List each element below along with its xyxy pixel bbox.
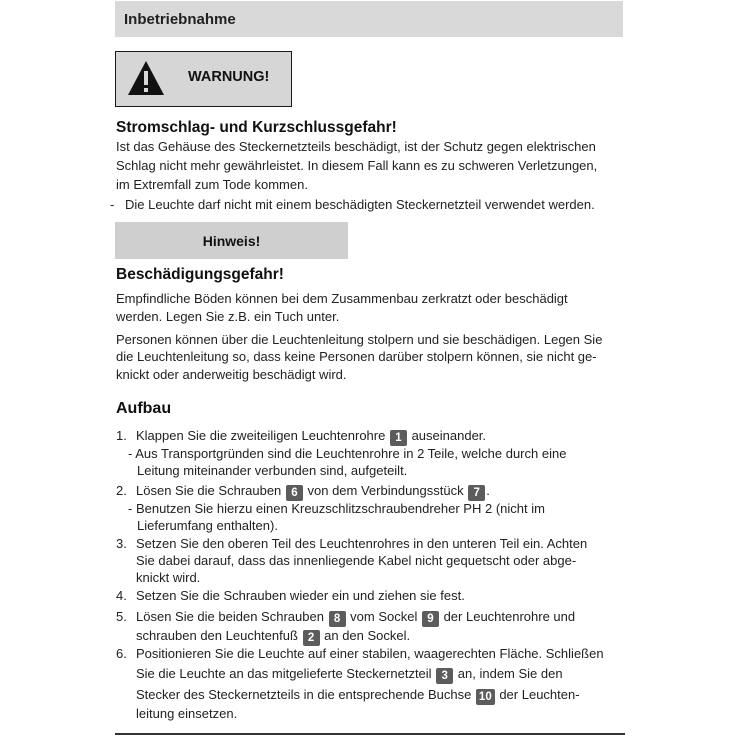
warning-text-line: Schlag nicht mehr gewährleistet. In diesem Fall kann es zu schweren Verletzungen, <box>116 158 598 173</box>
step-text: schrauben den Leuchtenfuß 2 an den Sockel. <box>136 628 411 644</box>
part-number-badge: 7 <box>468 485 485 501</box>
step-number: 1. <box>116 428 127 443</box>
step-subtext: Leitung miteinander verbunden sind, aufgeteilt. <box>137 463 408 478</box>
step-number: 3. <box>116 536 127 551</box>
part-number-badge: 8 <box>329 611 346 627</box>
step-subtext: - Aus Transportgründen sind die Leuchtenrohre in 2 Teile, welche durch eine <box>128 446 567 461</box>
step-number: 4. <box>116 588 127 603</box>
step-text: Lösen Sie die beiden Schrauben 8 vom Sockel 9 der Leuchtenrohre und <box>136 609 576 625</box>
step-text: Setzen Sie den oberen Teil des Leuchtenrohres in den unteren Teil ein. Achten <box>136 536 588 551</box>
aufbau-title: Aufbau <box>116 400 172 417</box>
hint-text-line: knickt oder anderweitig beschädigt wird. <box>116 367 347 382</box>
step-text: leitung einsetzen. <box>136 706 238 721</box>
part-number-badge: 1 <box>390 430 407 446</box>
hint-text-line: die Leuchtenleitung so, dass keine Personen darüber stolpern können, sie nicht ge- <box>116 349 597 364</box>
step-text: Sie dabei darauf, dass das innenliegende Kabel nicht gequetscht oder abge- <box>136 553 577 568</box>
hint-text-line: Empfindliche Böden können bei dem Zusammenbau zerkratzt oder beschädigt <box>116 291 568 306</box>
step-text: Positionieren Sie die Leuchte auf einer stabilen, waagerechten Fläche. Schließen <box>136 646 604 661</box>
step-subtext: - Benutzen Sie hierzu einen Kreuzschlitzschraubendreher PH 2 (nicht im <box>128 501 545 516</box>
warning-heading: Stromschlag- und Kurzschlussgefahr! <box>116 119 397 136</box>
bottom-divider <box>115 733 625 735</box>
part-number-badge: 3 <box>436 668 453 684</box>
warning-text-line: Ist das Gehäuse des Steckernetzteils beschädigt, ist der Schutz gegen elektrischen <box>116 139 596 154</box>
warning-bullet-text: Die Leuchte darf nicht mit einem beschädigten Steckernetzteil verwendet werden. <box>125 197 595 212</box>
step-number: 2. <box>116 483 127 498</box>
step-text: Klappen Sie die zweiteiligen Leuchtenrohre 1 auseinander. <box>136 428 487 444</box>
warning-text-line: im Extremfall zum Tode kommen. <box>116 177 308 192</box>
hint-heading: Beschädigungsgefahr! <box>116 266 284 283</box>
hint-box: Hinweis! <box>115 222 348 259</box>
step-text: knickt wird. <box>136 570 201 585</box>
part-number-badge: 6 <box>286 485 303 501</box>
step-text: Stecker des Steckernetzteils in die entsprechende Buchse 10 der Leuchten- <box>136 687 580 703</box>
warning-box <box>115 51 292 107</box>
part-number-badge: 2 <box>303 630 320 646</box>
step-number: 5. <box>116 609 127 624</box>
step-text: Sie die Leuchte an das mitgelieferte Steckernetzteil 3 an, indem Sie den <box>136 666 563 682</box>
section-title: Inbetriebnahme <box>115 1 623 37</box>
hint-text-line: Personen können über die Leuchtenleitung stolpern und sie beschädigen. Legen Sie <box>116 332 603 347</box>
warning-triangle-icon <box>126 59 166 97</box>
part-number-badge: 9 <box>422 611 439 627</box>
step-text: Lösen Sie die Schrauben 6 von dem Verbindungsstück 7 . <box>136 483 490 499</box>
bullet-dash: - <box>110 197 115 212</box>
part-number-badge: 10 <box>476 689 495 705</box>
step-number: 6. <box>116 646 127 661</box>
step-subtext: Lieferumfang enthalten). <box>137 518 278 533</box>
warning-label: WARNUNG! <box>188 69 270 85</box>
step-text: Setzen Sie die Schrauben wieder ein und ziehen sie fest. <box>136 588 465 603</box>
hint-text-line: werden. Legen Sie z.B. ein Tuch unter. <box>116 309 340 324</box>
